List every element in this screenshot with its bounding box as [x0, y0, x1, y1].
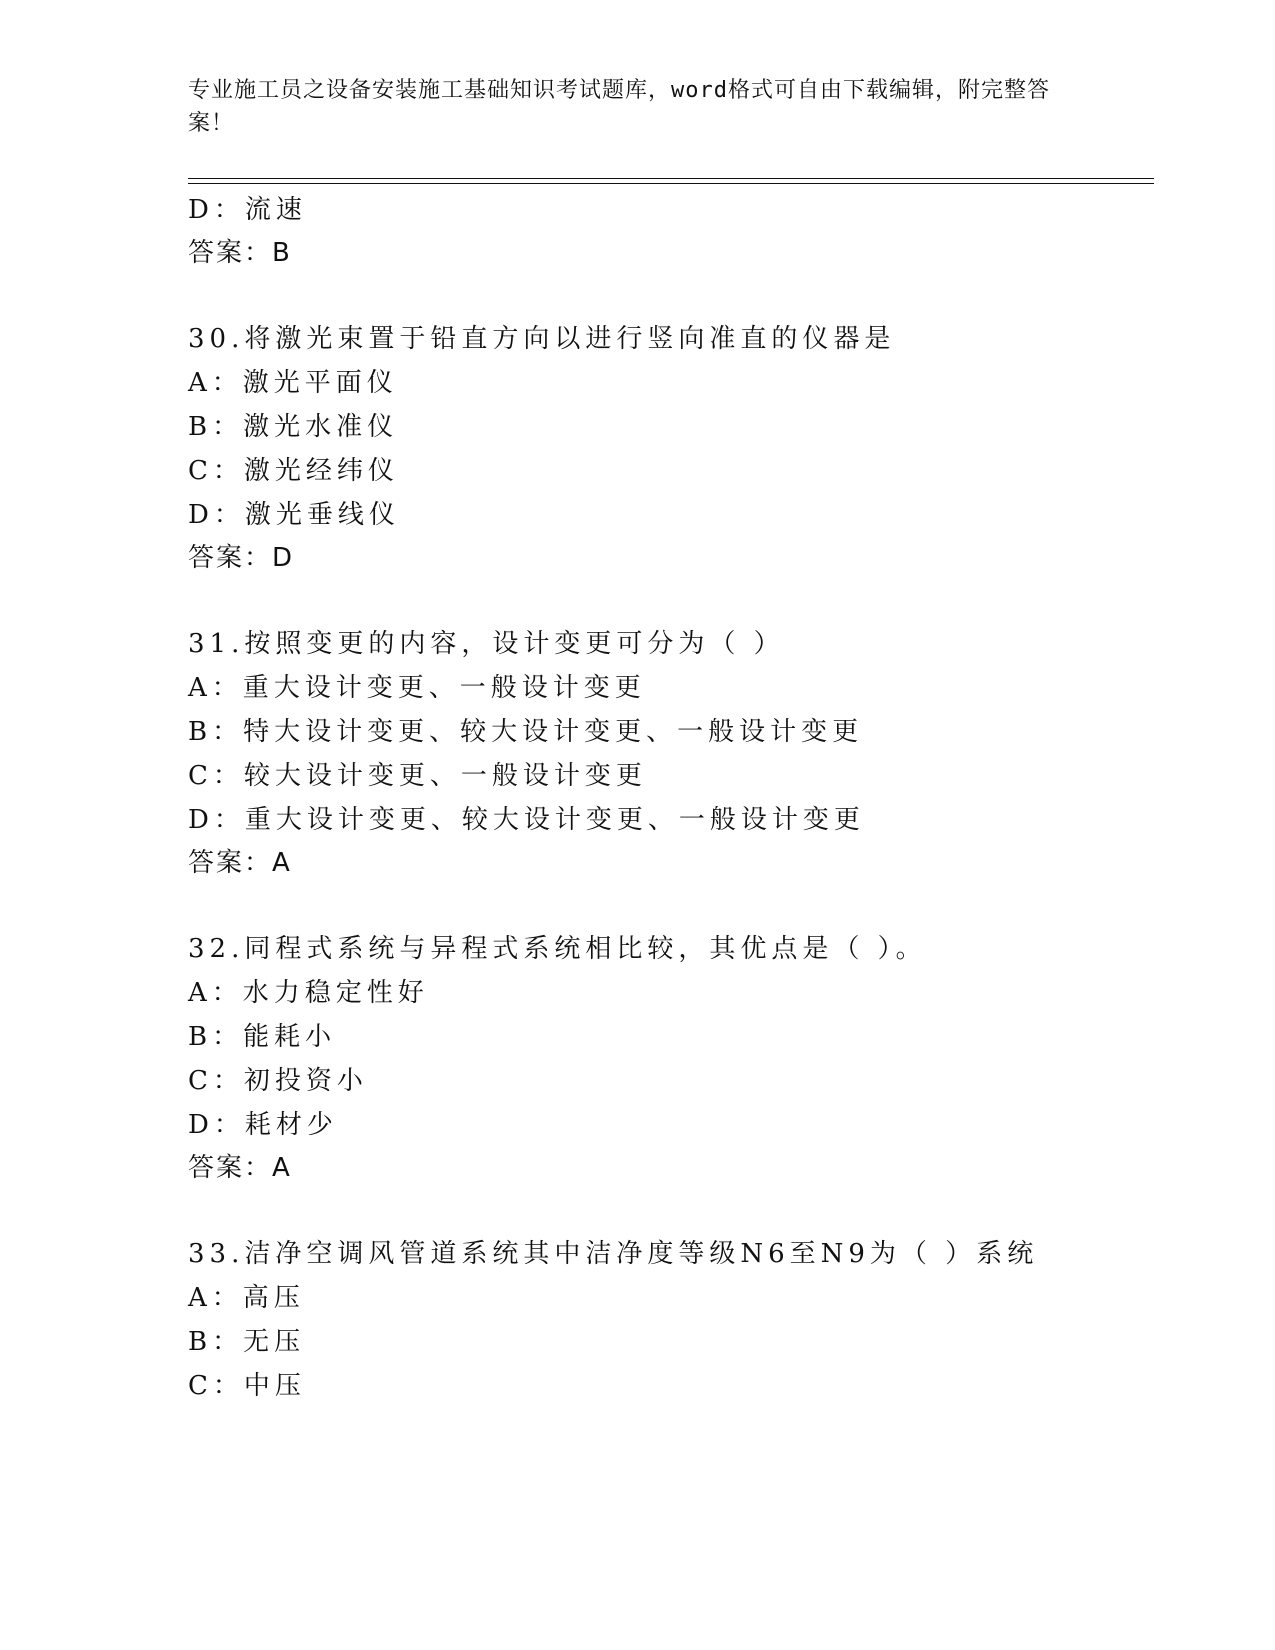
option-c: C：初投资小	[188, 1066, 368, 1096]
option-b: B：激光水准仪	[188, 412, 399, 442]
question-stem: 32.同程式系统与异程式系统相比较，其优点是（ ）。	[188, 934, 927, 964]
option-a: A：激光平面仪	[188, 368, 398, 398]
option-b: B：无压	[188, 1327, 306, 1357]
header-rule-bottom	[188, 183, 1154, 184]
option-c: C：中压	[188, 1371, 306, 1401]
question-stem: 31.按照变更的内容，设计变更可分为（ ）	[188, 629, 785, 659]
option-d: D：耗材少	[188, 1110, 338, 1140]
option-d: D：重大设计变更、较大设计变更、一般设计变更	[188, 805, 865, 835]
option-d: D：流速	[188, 195, 307, 225]
option-d: D：激光垂线仪	[188, 500, 400, 530]
answer: 答案：D	[188, 543, 295, 573]
answer: 答案：A	[188, 848, 292, 878]
option-a: A：水力稳定性好	[188, 978, 429, 1008]
option-a: A：重大设计变更、一般设计变更	[188, 673, 646, 703]
question-stem: 33.洁净空调风管道系统其中洁净度等级N6至N9为（ ）系统	[188, 1239, 1039, 1269]
option-c: C：较大设计变更、一般设计变更	[188, 761, 647, 791]
option-b: B：能耗小	[188, 1022, 337, 1052]
option-a: A：高压	[188, 1283, 305, 1313]
option-c: C：激光经纬仪	[188, 456, 399, 486]
page-header: 专业施工员之设备安装施工基础知识考试题库，word格式可自由下载编辑，附完整答案！	[188, 78, 1050, 136]
header-rule-top	[188, 178, 1154, 179]
answer: 答案：A	[188, 1153, 292, 1183]
option-b: B：特大设计变更、较大设计变更、一般设计变更	[188, 717, 864, 747]
answer: 答案：B	[188, 238, 292, 268]
question-stem: 30.将激光束置于铅直方向以进行竖向准直的仪器是	[188, 324, 896, 354]
